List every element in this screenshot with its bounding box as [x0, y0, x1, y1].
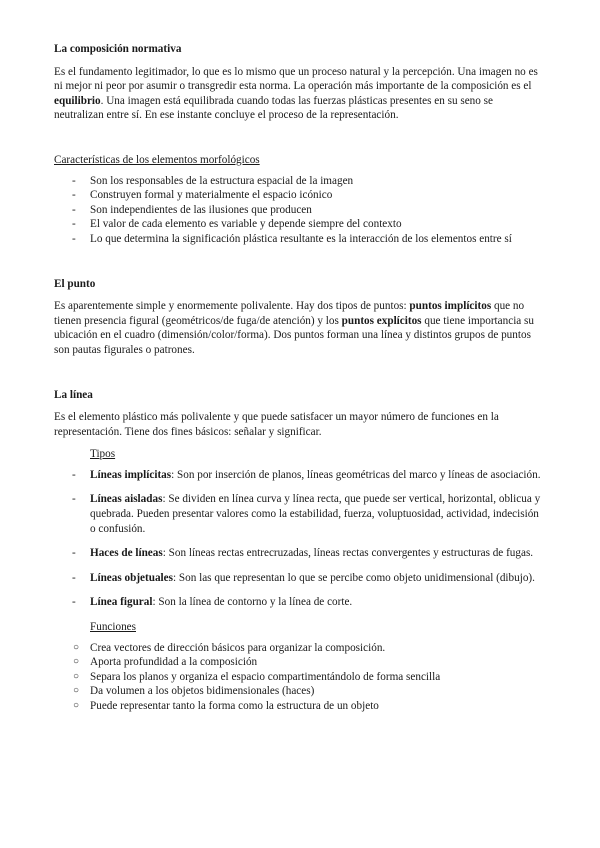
list-item: [54, 699, 544, 714]
list-item-text: : Son líneas rectas entrecruzadas, líneas rectas convergentes y estructuras de fugas.: [162, 547, 534, 560]
dash-bullet-icon: -: [72, 174, 76, 187]
dash-bullet-icon: -: [72, 547, 76, 560]
list-item: [54, 217, 544, 232]
list-item: [54, 468, 544, 483]
section-title-caracteristicas: Características de los elementos morfológicos: [54, 153, 260, 166]
caracteristicas-list: [54, 174, 544, 247]
text-span: Es el fundamento legitimador, lo que es lo mismo que un proceso natural y la percepción. Una imagen no es ni mejor ni peor por asumir o transgredir esta norma. La operación más importante de la composición es el: [54, 65, 538, 93]
text-span: que no tienen presencia figural (geométricos/de fuga/de atención) y los: [54, 300, 525, 327]
dash-bullet-icon: -: [72, 596, 76, 609]
dash-bullet-icon: -: [72, 493, 76, 506]
funciones-list: [54, 641, 544, 714]
tipos-list: [54, 468, 544, 610]
dash-bullet-icon: -: [72, 571, 76, 584]
subsection-title-tipos: Tipos: [90, 448, 116, 461]
dash-bullet-icon: -: [72, 189, 76, 202]
list-item: [54, 203, 544, 218]
paragraph-punto: [54, 299, 544, 357]
paragraph-composicion: [54, 65, 544, 123]
circle-bullet-icon: ○: [73, 656, 80, 668]
bold-term: Líneas implícitas: [90, 468, 172, 481]
list-item: [54, 571, 544, 586]
list-item-text: Lo que determina la significación plástica resultante es la interacción de los elementos entre sí: [90, 232, 512, 245]
list-item-text: Separa los planos y organiza el espacio compartimentándolo de forma sencilla: [90, 670, 441, 683]
list-item-text: Crea vectores de dirección básicos para organizar la composición.: [90, 641, 386, 654]
list-item-text: Puede representar tanto la forma como la estructura de un objeto: [90, 700, 379, 712]
list-item: [54, 655, 544, 670]
section-title-linea: La línea: [54, 388, 93, 401]
list-item-text: Aporta profundidad a la composición: [90, 656, 258, 669]
bold-term: equilibrio: [54, 94, 101, 107]
circle-bullet-icon: ○: [73, 670, 80, 682]
bold-term: Línea figural: [90, 596, 153, 609]
list-item: [54, 188, 544, 203]
bold-term: Haces de líneas: [90, 547, 163, 560]
list-item-text: Son los responsables de la estructura espacial de la imagen: [90, 174, 354, 187]
bold-term: Líneas aisladas: [90, 493, 163, 506]
list-item-text: : Son la línea de contorno y la línea de corte.: [152, 596, 353, 609]
list-item: [54, 492, 544, 536]
bold-term: puntos explícitos: [341, 314, 422, 327]
list-item: [54, 595, 544, 610]
list-item-text: : Son por inserción de planos, líneas geométricas del marco y líneas de asociación.: [171, 468, 541, 481]
list-item: [54, 670, 544, 685]
list-item: [54, 546, 544, 561]
list-item-text: Da volumen a los objetos bidimensionales (haces): [90, 685, 315, 698]
list-item-text: : Se dividen en línea curva y línea recta, que puede ser vertical, horizontal, oblicua y quebrada. Pueden presentar valores como la estabilidad, fuerza, voluptuosidad, actividad, indecisión o confusión.: [90, 493, 541, 535]
dash-bullet-icon: -: [72, 232, 76, 245]
list-item: [54, 641, 544, 656]
list-item-text: Son independientes de las ilusiones que producen: [90, 203, 312, 216]
list-item-text: El valor de cada elemento es variable y depende siempre del contexto: [90, 218, 402, 231]
list-item: [54, 684, 544, 699]
text-span: Es aparentemente simple y enormemente polivalente. Hay dos tipos de puntos:: [54, 300, 410, 313]
text-span: que tiene importancia su ubicación en el cuadro (dimensión/color/forma). Dos puntos forman una línea y distintos grupos de puntos son pautas figurales o patrones.: [54, 314, 535, 356]
paragraph-linea: Es el elemento plástico más polivalente y que puede satisfacer un mayor número de funciones en la representación. Tiene dos fines básicos: señalar y significar.: [54, 411, 499, 438]
section-title-punto: El punto: [54, 277, 96, 290]
list-item-text: : Son las que representan lo que se percibe como objeto unidimensional (dibujo).: [172, 571, 535, 584]
circle-bullet-icon: ○: [73, 641, 80, 653]
dash-bullet-icon: -: [72, 468, 76, 481]
bold-term: puntos implícitos: [409, 300, 492, 313]
section-title-composicion: La composición normativa: [54, 43, 182, 55]
dash-bullet-icon: -: [72, 203, 76, 216]
bold-term: Líneas objetuales: [90, 571, 173, 584]
document-page: [54, 42, 544, 714]
circle-bullet-icon: ○: [73, 700, 80, 711]
list-item: [54, 232, 544, 247]
list-item-text: Construyen formal y materialmente el espacio icónico: [90, 189, 333, 202]
text-span: . Una imagen está equilibrada cuando todas las fuerzas plásticas presentes en su seno se neutralizan entre sí. En ese instante concluye el proceso de la representación.: [54, 94, 493, 122]
list-item: [54, 174, 544, 189]
dash-bullet-icon: -: [72, 218, 76, 231]
subsection-title-funciones: Funciones: [90, 621, 136, 634]
circle-bullet-icon: ○: [73, 685, 80, 697]
